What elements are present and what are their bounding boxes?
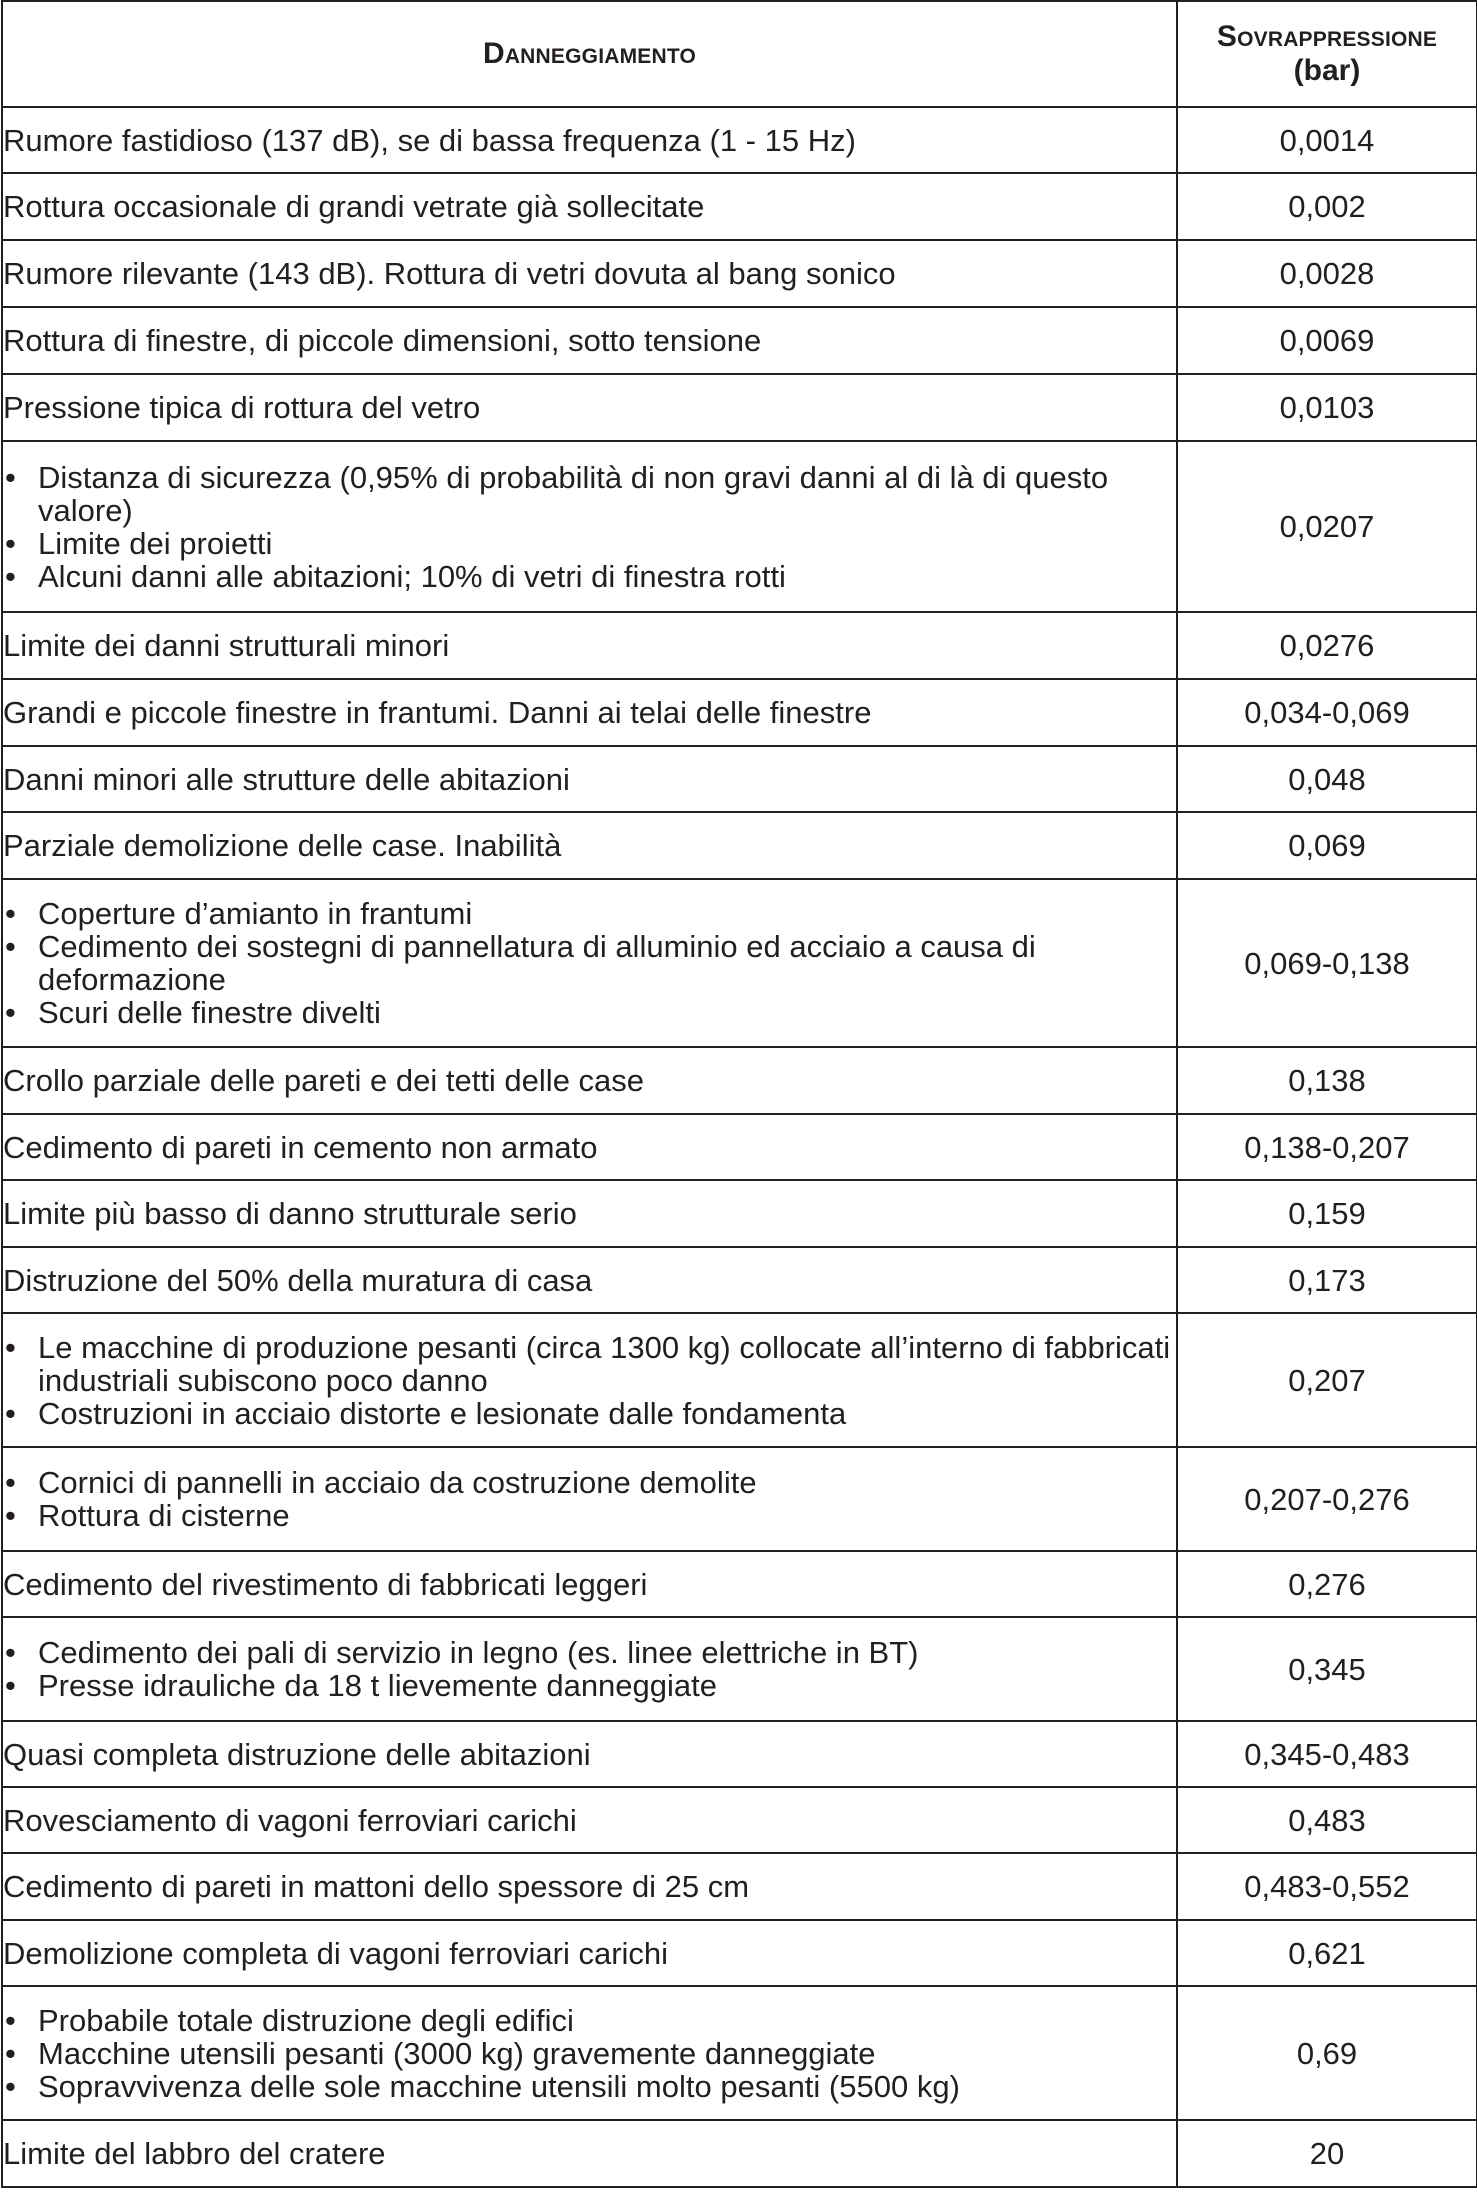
overpressure-value: 0,276 [1177, 1551, 1477, 1617]
bullet-item: • Cedimento dei sostegni di pannellatura di alluminio ed acciaio a causa di deformazione [3, 930, 1176, 996]
overpressure-value: 0,069 [1177, 812, 1477, 879]
overpressure-value: 0,034-0,069 [1177, 679, 1477, 746]
overpressure-value: 0,483-0,552 [1177, 1853, 1477, 1920]
damage-description: Crollo parziale delle pareti e dei tetti delle case [2, 1047, 1177, 1114]
table-row [2, 679, 1477, 746]
bullet-list [3, 461, 1176, 593]
header-damage: Danneggiamento [2, 1, 1177, 107]
table-row [2, 374, 1477, 441]
table-row [2, 1617, 1477, 1721]
bullet-list [3, 1466, 1176, 1532]
overpressure-value: 0,0207 [1177, 441, 1477, 612]
table-row [2, 107, 1477, 173]
table-row [2, 812, 1477, 879]
damage-description: Quasi completa distruzione delle abitazioni [2, 1721, 1177, 1787]
damage-description: Rottura di finestre, di piccole dimensioni, sotto tensione [2, 307, 1177, 374]
table-row [2, 1313, 1477, 1447]
table-row [2, 1721, 1477, 1787]
table-row [2, 240, 1477, 307]
bullet-item: • Distanza di sicurezza (0,95% di probabilità di non gravi danni al di là di questo valore) [3, 461, 1176, 527]
overpressure-value: 0,0069 [1177, 307, 1477, 374]
table-row [2, 1114, 1477, 1180]
bullet-list [3, 1636, 1176, 1702]
table-row [2, 1047, 1477, 1114]
damage-description: Rovesciamento di vagoni ferroviari carichi [2, 1787, 1177, 1853]
bullet-item: • Rottura di cisterne [3, 1499, 1176, 1532]
damage-description: Pressione tipica di rottura del vetro [2, 374, 1177, 441]
table-row [2, 307, 1477, 374]
bullet-item: • Limite dei proietti [3, 527, 1176, 560]
damage-overpressure-table [1, 0, 1477, 2188]
table-row [2, 1986, 1477, 2120]
table-row [2, 879, 1477, 1047]
overpressure-value: 0,173 [1177, 1247, 1477, 1313]
bullet-list [3, 897, 1176, 1029]
damage-description: Parziale demolizione delle case. Inabilità [2, 812, 1177, 879]
bullet-item: • Alcuni danni alle abitazioni; 10% di vetri di finestra rotti [3, 560, 1176, 593]
damage-description: Grandi e piccole finestre in frantumi. Danni ai telai delle finestre [2, 679, 1177, 746]
damage-description [2, 1986, 1177, 2120]
damage-description: Cedimento del rivestimento di fabbricati leggeri [2, 1551, 1177, 1617]
bullet-item: • Le macchine di produzione pesanti (circa 1300 kg) collocate all’interno di fabbricati industriali subiscono poco danno [3, 1331, 1176, 1397]
bullet-item: • Sopravvivenza delle sole macchine utensili molto pesanti (5500 kg) [3, 2070, 1176, 2103]
damage-description: Limite più basso di danno strutturale serio [2, 1180, 1177, 1247]
table-row [2, 1447, 1477, 1551]
overpressure-value: 0,207 [1177, 1313, 1477, 1447]
overpressure-value: 0,0103 [1177, 374, 1477, 441]
overpressure-value: 0,138-0,207 [1177, 1114, 1477, 1180]
bullet-item: • Costruzioni in acciaio distorte e lesionate dalle fondamenta [3, 1397, 1176, 1430]
bullet-item: • Coperture d’amianto in frantumi [3, 897, 1176, 930]
damage-description [2, 1313, 1177, 1447]
bullet-item: • Presse idrauliche da 18 t lievemente danneggiate [3, 1669, 1176, 1702]
table-row [2, 1247, 1477, 1313]
damage-description [2, 441, 1177, 612]
overpressure-value: 20 [1177, 2120, 1477, 2187]
overpressure-value: 0,69 [1177, 1986, 1477, 2120]
table-row [2, 612, 1477, 679]
overpressure-value: 0,483 [1177, 1787, 1477, 1853]
damage-description [2, 1617, 1177, 1721]
overpressure-value: 0,0028 [1177, 240, 1477, 307]
damage-description: Cedimento di pareti in mattoni dello spessore di 25 cm [2, 1853, 1177, 1920]
damage-description: Limite dei danni strutturali minori [2, 612, 1177, 679]
overpressure-value: 0,0276 [1177, 612, 1477, 679]
damage-description: Rumore fastidioso (137 dB), se di bassa frequenza (1 - 15 Hz) [2, 107, 1177, 173]
damage-description: Limite del labbro del cratere [2, 2120, 1177, 2187]
table-row [2, 1787, 1477, 1853]
overpressure-value: 0,002 [1177, 173, 1477, 240]
damage-description: Demolizione completa di vagoni ferroviari carichi [2, 1920, 1177, 1986]
damage-description [2, 1447, 1177, 1551]
bullet-item: • Probabile totale distruzione degli edifici [3, 2004, 1176, 2037]
damage-description [2, 879, 1177, 1047]
table-row [2, 1853, 1477, 1920]
overpressure-value: 0,345-0,483 [1177, 1721, 1477, 1787]
table-row [2, 1180, 1477, 1247]
overpressure-value: 0,345 [1177, 1617, 1477, 1721]
table-row [2, 173, 1477, 240]
overpressure-value: 0,0014 [1177, 107, 1477, 173]
overpressure-value: 0,621 [1177, 1920, 1477, 1986]
bullet-item: • Scuri delle finestre divelti [3, 996, 1176, 1029]
damage-description: Danni minori alle strutture delle abitazioni [2, 746, 1177, 812]
header-unit: (bar) [1293, 54, 1361, 87]
table-row [2, 1920, 1477, 1986]
overpressure-value: 0,207-0,276 [1177, 1447, 1477, 1551]
table-row [2, 746, 1477, 812]
bullet-item: • Cornici di pannelli in acciaio da costruzione demolite [3, 1466, 1176, 1499]
header-row [2, 1, 1477, 107]
overpressure-value: 0,159 [1177, 1180, 1477, 1247]
damage-description: Rumore rilevante (143 dB). Rottura di vetri dovuta al bang sonico [2, 240, 1177, 307]
header-overpressure: Sovrappressione (bar) [1177, 1, 1477, 107]
overpressure-value: 0,138 [1177, 1047, 1477, 1114]
bullet-list [3, 1331, 1176, 1430]
table-row [2, 2120, 1477, 2187]
table-row [2, 441, 1477, 612]
bullet-item: • Macchine utensili pesanti (3000 kg) gravemente danneggiate [3, 2037, 1176, 2070]
table-row [2, 1551, 1477, 1617]
damage-description: Rottura occasionale di grandi vetrate già sollecitate [2, 173, 1177, 240]
damage-description: Distruzione del 50% della muratura di casa [2, 1247, 1177, 1313]
overpressure-value: 0,048 [1177, 746, 1477, 812]
overpressure-value: 0,069-0,138 [1177, 879, 1477, 1047]
bullet-list [3, 2004, 1176, 2103]
damage-description: Cedimento di pareti in cemento non armato [2, 1114, 1177, 1180]
bullet-item: • Cedimento dei pali di servizio in legno (es. linee elettriche in BT) [3, 1636, 1176, 1669]
